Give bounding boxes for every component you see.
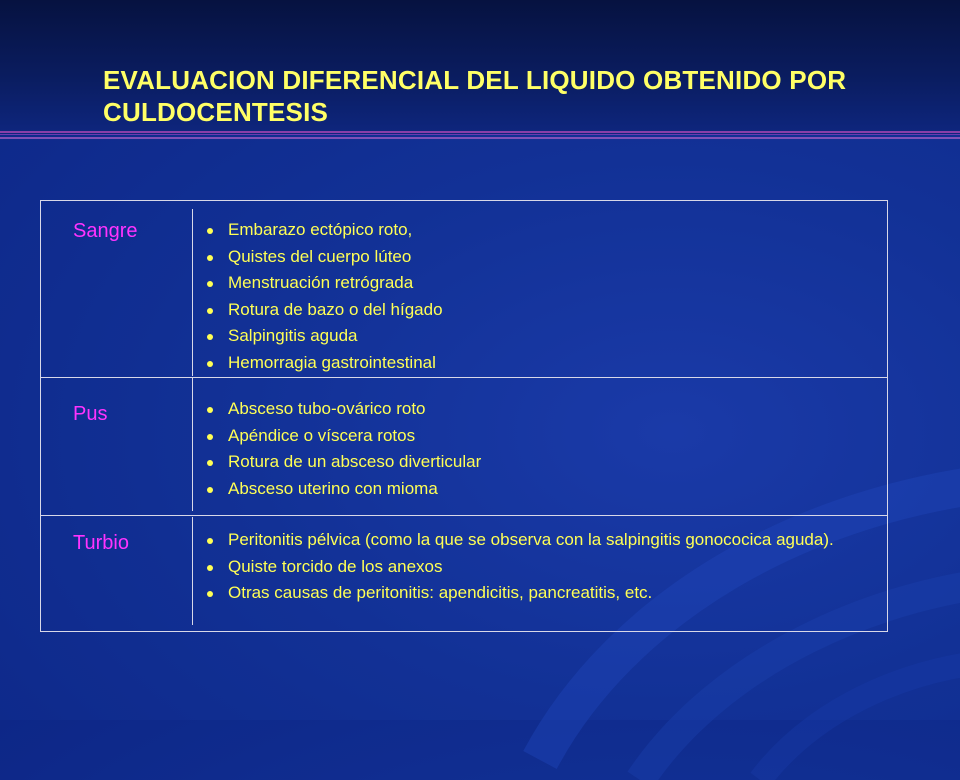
cause-list [204, 396, 481, 502]
list-item: Absceso uterino con mioma [204, 476, 481, 503]
list-item: Salpingitis aguda [204, 323, 443, 350]
list-item: Peritonitis pélvica (como la que se observa con la salpingitis gonococica aguda). [204, 527, 868, 554]
list-item: Hemorragia gastrointestinal [204, 350, 443, 377]
list-item: Menstruación retrógrada [204, 270, 443, 297]
cause-list [204, 217, 443, 376]
differential-table [40, 200, 888, 632]
list-item: Rotura de un absceso diverticular [204, 449, 481, 476]
header-rule [0, 137, 960, 139]
slide-title: EVALUACION DIFERENCIAL DEL LIQUIDO OBTENIDO POR CULDOCENTESIS [103, 65, 847, 127]
list-item: Apéndice o víscera rotos [204, 423, 481, 450]
row-label-sangre: Sangre [73, 220, 138, 242]
list-item: Quistes del cuerpo lúteo [204, 244, 443, 271]
cause-list [204, 527, 868, 607]
list-item: Quiste torcido de los anexos [204, 554, 868, 581]
table-row [41, 377, 887, 516]
table-row [41, 201, 887, 377]
list-item: Embarazo ectópico roto, [204, 217, 443, 244]
list-item: Absceso tubo-ovárico roto [204, 396, 481, 423]
header-rule [0, 134, 960, 135]
list-item: Otras causas de peritonitis: apendicitis, pancreatitis, etc. [204, 580, 868, 607]
table-row [41, 515, 887, 632]
row-label-pus: Pus [73, 403, 108, 425]
header-rule [0, 131, 960, 133]
list-item: Rotura de bazo o del hígado [204, 297, 443, 324]
row-label-turbio: Turbio [73, 532, 129, 554]
